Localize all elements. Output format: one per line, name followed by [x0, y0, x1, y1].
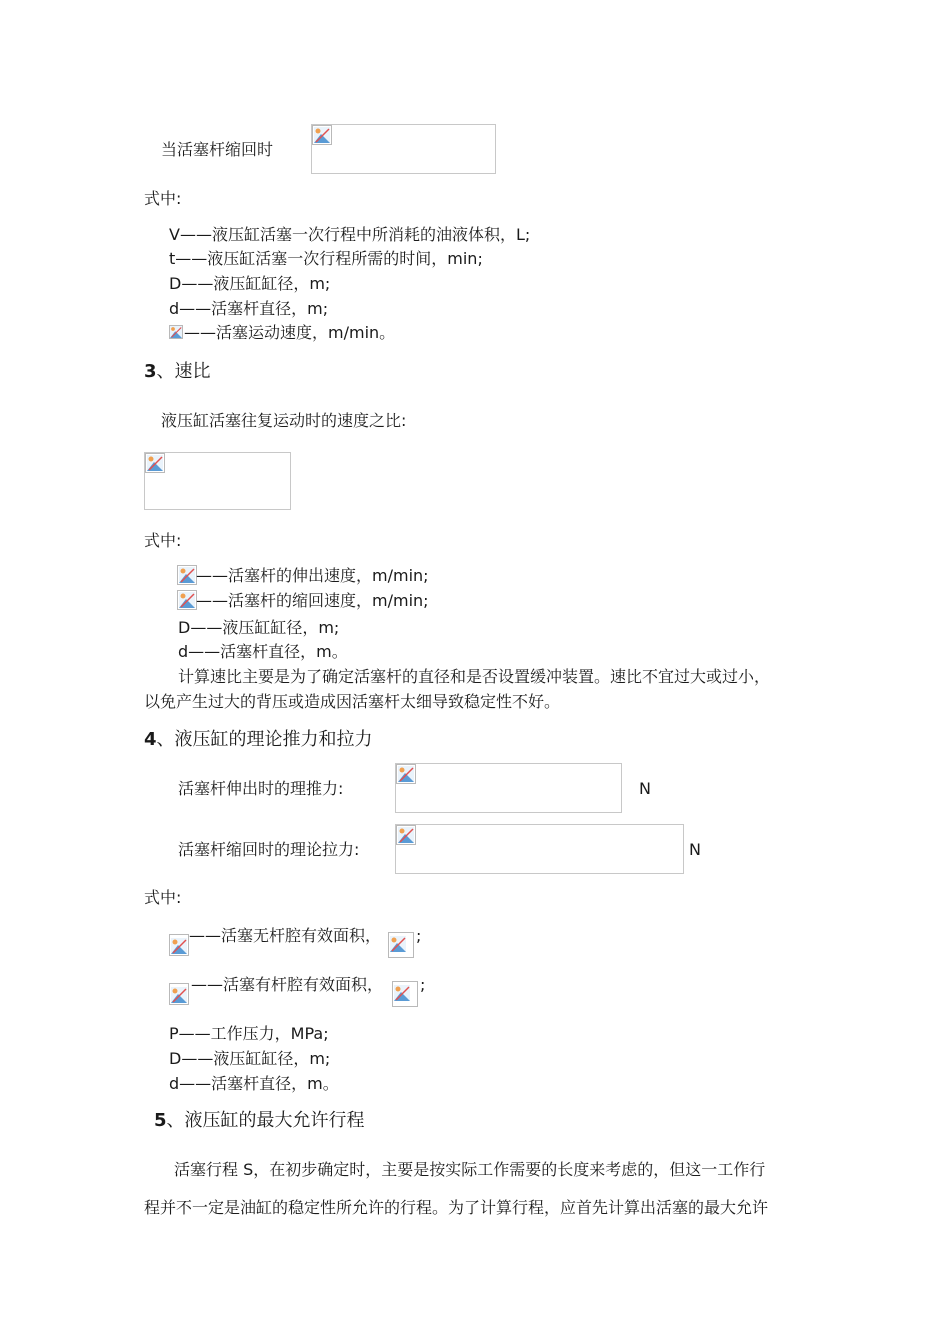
semicolon: ;	[420, 975, 426, 994]
shizhong-label: 式中:	[144, 531, 182, 550]
pull-force-label: 活塞杆缩回时的理论拉力:	[178, 840, 360, 859]
def-line: ——活塞运动速度，m/min。	[184, 323, 396, 342]
def-line: d——活塞杆直径，m。	[178, 642, 348, 661]
broken-image-icon	[169, 325, 183, 339]
broken-image-icon	[145, 453, 165, 473]
broken-image-icon	[388, 932, 414, 958]
def-line: P——工作压力，MPa;	[169, 1024, 329, 1043]
broken-image-icon	[177, 565, 197, 585]
broken-image-icon	[169, 934, 189, 956]
push-force-label: 活塞杆伸出时的理推力:	[178, 779, 344, 798]
def-line: d——活塞杆直径，m;	[169, 299, 329, 318]
section-5-heading: 5、液压缸的最大允许行程	[154, 1110, 365, 1131]
retract-label: 当活塞杆缩回时	[161, 140, 274, 159]
section-4-heading: 4、液压缸的理论推力和拉力	[144, 729, 373, 750]
broken-image-icon	[312, 125, 332, 145]
broken-image-icon	[396, 825, 416, 845]
paragraph-line: 程并不一定是油缸的稳定性所允许的行程。为了计算行程，应首先计算出活塞的最大允许	[144, 1198, 769, 1217]
paragraph-line: 活塞行程 S，在初步确定时，主要是按实际工作需要的长度来考虑的，但这一工作行	[174, 1160, 766, 1179]
formula-image-pull	[395, 824, 684, 874]
broken-image-icon	[177, 590, 197, 610]
shizhong-label: 式中:	[144, 189, 182, 208]
paragraph-line: 以免产生过大的背压或造成因活塞杆太细导致稳定性不好。	[144, 692, 561, 711]
paragraph-line: 计算速比主要是为了确定活塞杆的直径和是否设置缓冲装置。速比不宜过大或过小，	[178, 667, 771, 686]
unit-n: N	[689, 840, 701, 859]
def-line: D——液压缸缸径，m;	[169, 274, 331, 293]
broken-image-icon	[396, 764, 416, 784]
semicolon: ;	[416, 926, 422, 945]
def-line: t——液压缸活塞一次行程所需的时间，min;	[169, 249, 483, 268]
def-line: D——液压缸缸径，m;	[178, 618, 340, 637]
def-line: d——活塞杆直径，m。	[169, 1074, 339, 1093]
shizhong-label: 式中:	[144, 888, 182, 907]
formula-image-retract	[311, 124, 496, 174]
def-line: D——液压缸缸径，m;	[169, 1049, 331, 1068]
def-line: V——液压缸活塞一次行程中所消耗的油液体积，L;	[169, 225, 531, 244]
def-line: ——活塞无杆腔有效面积，	[189, 926, 382, 945]
formula-image-speed-ratio	[144, 452, 291, 510]
unit-n: N	[639, 779, 651, 798]
def-line: ——活塞杆的伸出速度，m/min;	[196, 566, 429, 585]
def-line: ——活塞有杆腔有效面积，	[191, 975, 384, 994]
speed-ratio-intro: 液压缸活塞往复运动时的速度之比:	[161, 411, 407, 430]
formula-image-push	[395, 763, 622, 813]
broken-image-icon	[392, 981, 418, 1007]
section-3-heading: 3、速比	[144, 361, 211, 382]
broken-image-icon	[169, 983, 189, 1005]
def-line: ——活塞杆的缩回速度，m/min;	[196, 591, 429, 610]
